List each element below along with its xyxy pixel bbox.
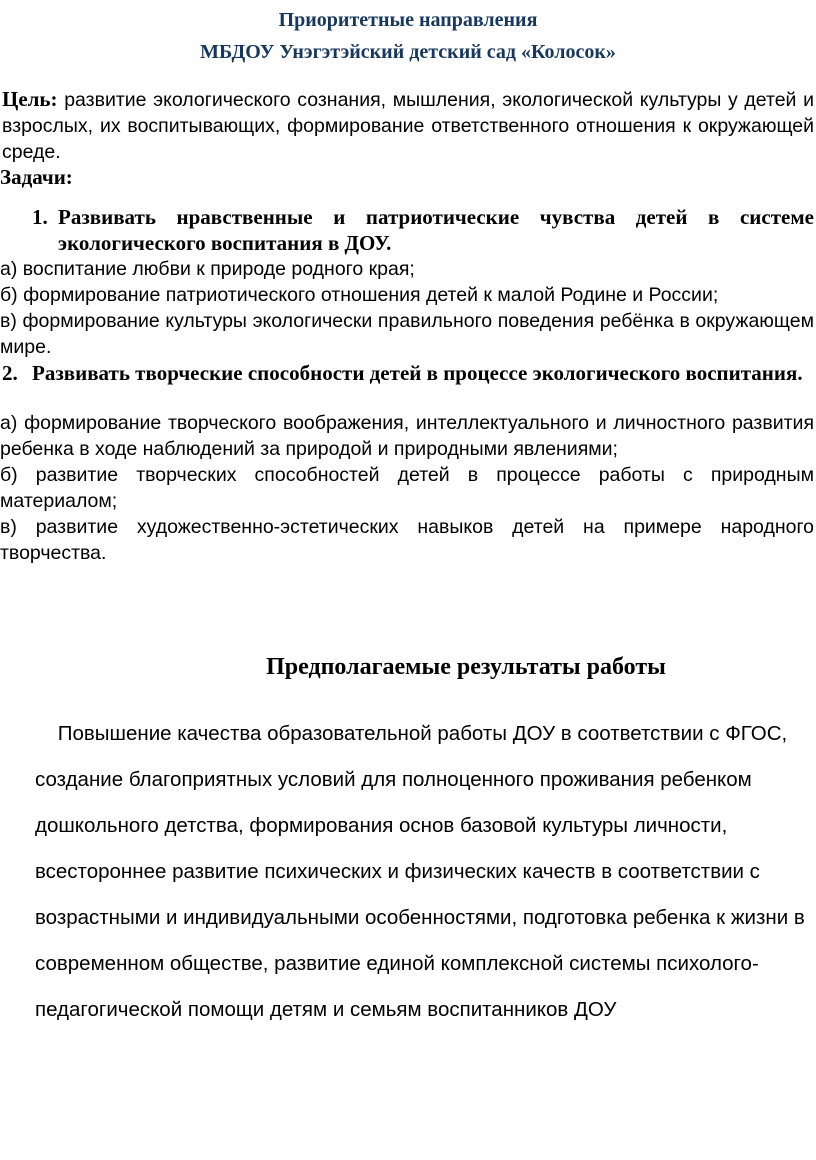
results-line-7: педагогической помощи детям и семьям воспитанников ДОУ — [35, 998, 617, 1021]
title-line-2: МБДОУ Унэгэтэйский детский сад «Колосок» — [200, 41, 616, 63]
results-line-1: Повышение качества образовательной работы ДОУ в соответствии с ФГОС, — [35, 722, 788, 745]
task-1-item-b: б) формирование патриотического отношения детей к малой Родине и России; — [0, 284, 719, 306]
results-heading: Предполагаемые результаты работы — [266, 654, 666, 680]
task-2-number: 2. — [2, 361, 18, 385]
results-line-3: дошкольного детства, формирования основ базовой культуры личности, — [35, 814, 728, 837]
task-1-number: 1. — [32, 205, 48, 229]
task-2-item-b: б) развитие творческих способностей детей в процессе работы с природным материалом; — [0, 464, 814, 512]
title-line-1: Приоритетные направления — [278, 9, 538, 31]
task-1-item-a: а) воспитание любви к природе родного края; — [0, 258, 415, 280]
results-line-6: современном обществе, развитие единой комплексной системы психолого- — [35, 952, 759, 975]
results-line-4: всестороннее развитие психических и физических качеств в соответствии с — [35, 860, 760, 883]
tasks-label: Задачи: — [0, 165, 73, 189]
results-line-5: возрастными и индивидуальными особенностями, подготовка ребенка к жизни в — [35, 906, 805, 929]
task-2-item-c: в) развитие художественно-эстетических навыков детей на примере народного творчества. — [0, 516, 814, 564]
goal-paragraph — [2, 86, 814, 165]
task-2-title: Развивать творческие способности детей в процессе экологического воспитания. — [32, 361, 803, 385]
task-1-title: Развивать нравственные и патриотические чувства детей в системе экологического воспитания в ДОУ. — [58, 205, 814, 255]
goal-label: Цель: — [2, 87, 58, 111]
task-2-item-a: а) формирование творческого воображения, интеллектуального и личностного развития ребенка в ходе наблюдений за природой и природными явлениями; — [0, 412, 814, 460]
goal-text: развитие экологического сознания, мышления, экологической культуры у детей и взрослых, их воспитывающих, формирование ответственного отношения к окружающей среде. — [2, 89, 814, 163]
results-line-2: создание благоприятных условий для полноценного проживания ребенком — [35, 768, 752, 791]
task-1-item-c: в) формирование культуры экологически правильного поведения ребёнка в окружающем мире. — [0, 310, 814, 358]
